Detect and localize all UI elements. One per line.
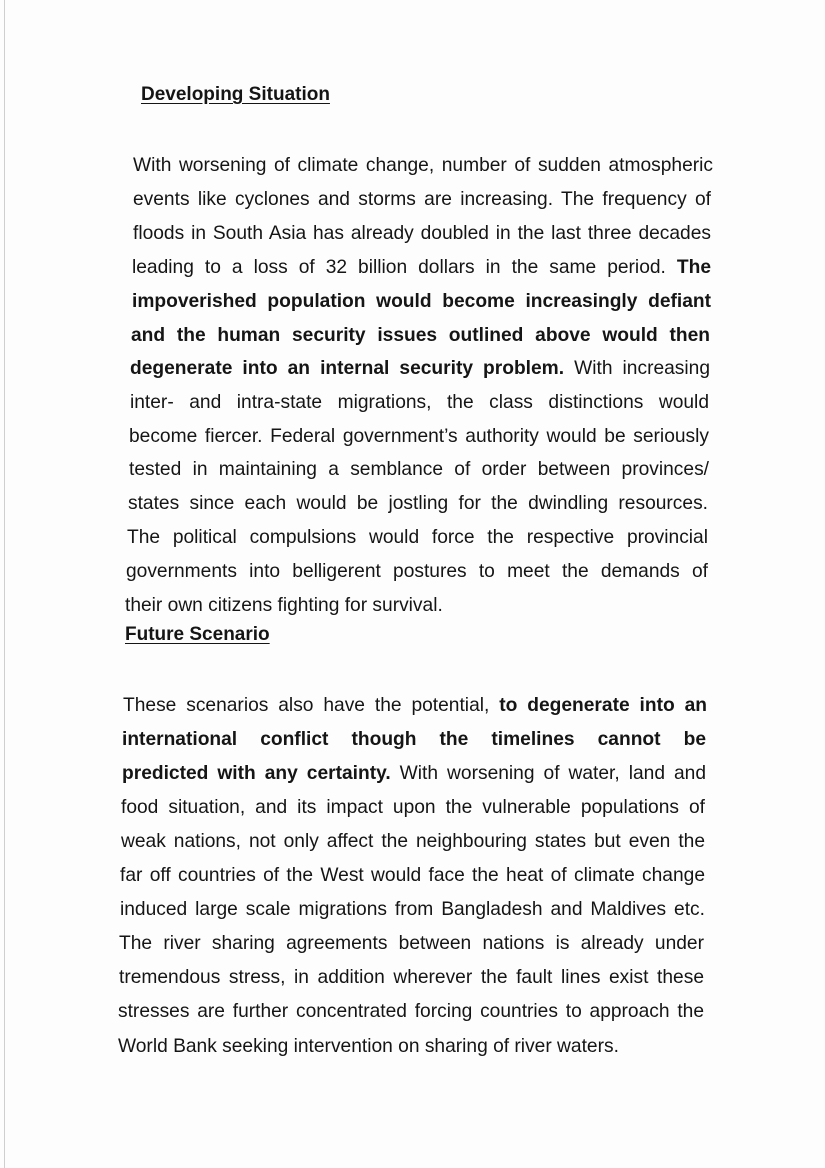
text-run: tested in maintaining a semblance of order between provinces/ bbox=[129, 459, 709, 480]
text-run: induced large scale migrations from Bangladesh and Maldives etc. bbox=[120, 899, 705, 920]
text-line bbox=[119, 932, 704, 956]
text-run: The political compulsions would force the respective provincial bbox=[127, 527, 708, 548]
bold-text-run: degenerate into an internal security problem. bbox=[130, 358, 565, 379]
text-run: far off countries of the West would face the heat of climate change bbox=[120, 865, 705, 886]
text-run: With increasing bbox=[564, 358, 711, 379]
bold-text-run: predicted with any certainty. bbox=[122, 763, 391, 784]
text-run: become fiercer. Federal government’s authority would be seriously bbox=[129, 426, 709, 447]
text-run: food situation, and its impact upon the vulnerable populations of bbox=[121, 797, 705, 818]
text-line bbox=[123, 694, 707, 718]
text-run: states since each would be jostling for the dwindling resources. bbox=[128, 493, 708, 514]
text-line bbox=[118, 1000, 704, 1024]
text-line bbox=[119, 966, 704, 990]
text-line bbox=[125, 594, 707, 618]
heading-developing-situation: Developing Situation bbox=[141, 84, 330, 105]
text-line bbox=[131, 324, 710, 348]
text-line bbox=[133, 222, 711, 246]
text-line bbox=[118, 1035, 704, 1059]
text-run: World Bank seeking intervention on sharing of river waters. bbox=[118, 1036, 619, 1057]
text-run: inter- and intra-state migrations, the class distinctions would bbox=[130, 392, 709, 413]
text-run: floods in South Asia has already doubled in the last three decades bbox=[133, 223, 711, 244]
text-line bbox=[121, 796, 705, 820]
text-run: The river sharing agreements between nations is already under bbox=[119, 933, 704, 954]
text-line bbox=[121, 830, 705, 854]
text-line bbox=[129, 425, 709, 449]
heading-future-scenario: Future Scenario bbox=[125, 624, 270, 645]
text-line bbox=[120, 898, 705, 922]
bold-text-run: international conflict though the timelines cannot be bbox=[122, 729, 706, 750]
text-line bbox=[128, 492, 708, 516]
text-line bbox=[122, 762, 706, 786]
text-line bbox=[132, 256, 711, 280]
text-line bbox=[130, 357, 710, 381]
text-line bbox=[130, 391, 709, 415]
bold-text-run: to degenerate into an bbox=[499, 695, 707, 716]
text-line bbox=[127, 526, 708, 550]
text-run: With worsening of climate change, number of sudden atmospheric bbox=[133, 155, 713, 176]
text-run: With worsening of water, land and bbox=[390, 763, 706, 784]
text-run: governments into belligerent postures to meet the demands of bbox=[126, 561, 708, 582]
text-line bbox=[120, 864, 705, 888]
text-run: These scenarios also have the potential, bbox=[123, 695, 500, 716]
text-run: their own citizens fighting for survival. bbox=[125, 595, 443, 616]
text-run: events like cyclones and storms are increasing. The frequency of bbox=[133, 189, 711, 210]
text-line bbox=[133, 154, 713, 178]
scan-edge-line bbox=[4, 0, 5, 1168]
bold-text-run: impoverished population would become increasingly defiant bbox=[132, 291, 711, 312]
text-run: weak nations, not only affect the neighbouring states but even the bbox=[121, 831, 705, 852]
text-line bbox=[122, 728, 706, 752]
text-line bbox=[133, 188, 711, 212]
text-run: leading to a loss of 32 billion dollars in the same period. bbox=[132, 257, 677, 278]
bold-text-run: The bbox=[676, 257, 711, 278]
text-run: tremendous stress, in addition wherever the fault lines exist these bbox=[119, 967, 704, 988]
text-line bbox=[132, 290, 711, 314]
bold-text-run: and the human security issues outlined above would then bbox=[131, 325, 710, 346]
text-line bbox=[126, 560, 708, 584]
text-run: stresses are further concentrated forcing countries to approach the bbox=[118, 1001, 704, 1022]
text-line bbox=[129, 458, 709, 482]
